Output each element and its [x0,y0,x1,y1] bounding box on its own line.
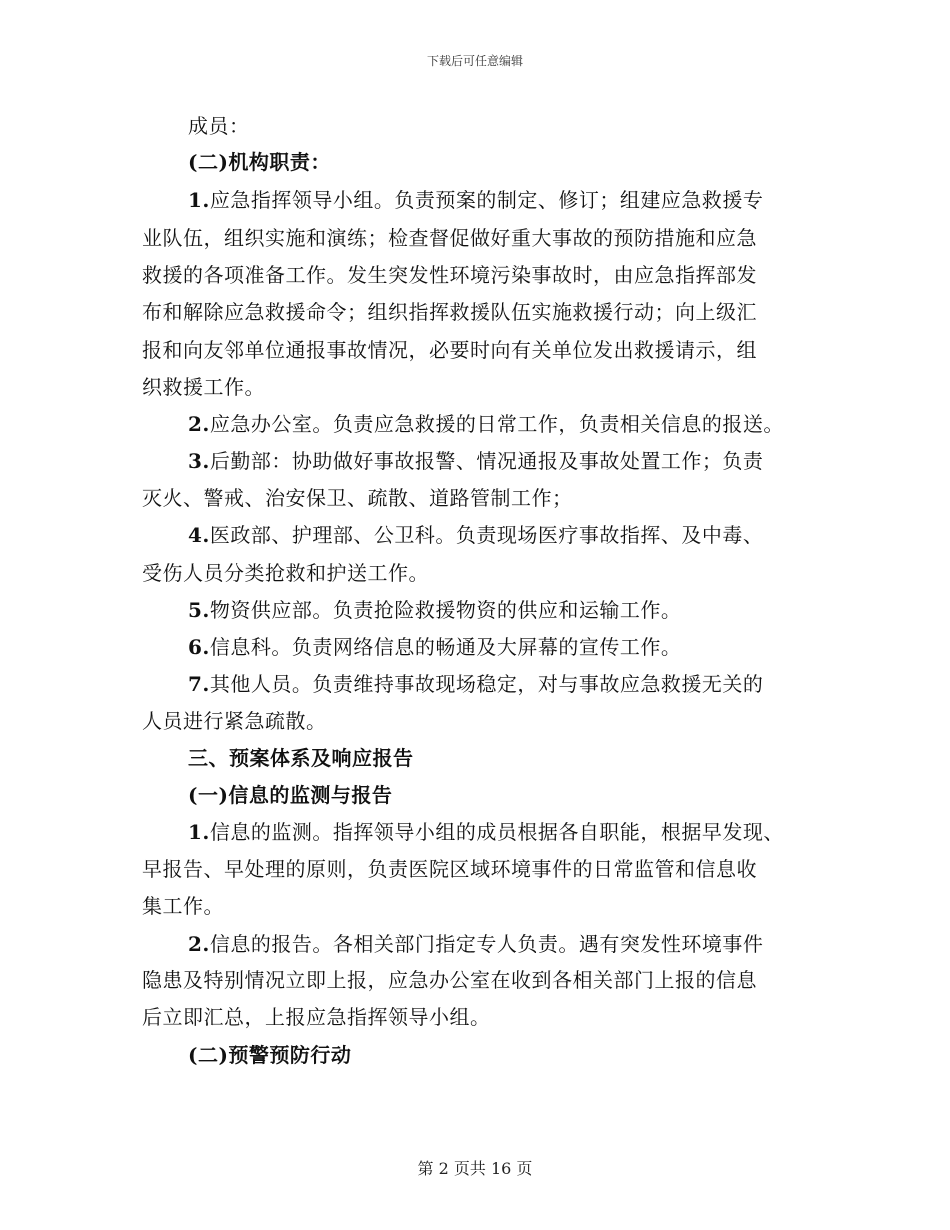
line-text: (一)信息的监测与报告 [188,783,393,807]
text-line [188,744,868,772]
text-line [142,224,822,252]
text-line [142,966,822,994]
item-number: 5. [188,598,210,622]
text-line [188,930,868,958]
line-text: 信息的报告。各相关部门指定专人负责。遇有突发性环境事件 [209,932,764,956]
line-text: 人员进行紧急疏散。 [142,709,327,733]
line-text: 早报告、早处理的原则，负责医院区域环境事件的日常监管和信息收 [142,857,757,881]
line-text: 成员： [188,114,250,138]
line-text: 后立即汇总，上报应急指挥领导小组。 [142,1005,491,1029]
item-number: 4. [188,523,210,547]
line-text: 信息的监测。指挥领导小组的成员根据各自职能，根据早发现、 [209,820,784,844]
page-footer: 第 2 页共 16 页 [417,1159,533,1178]
text-line [142,892,822,920]
text-line [188,186,868,214]
line-text: 隐患及特别情况立即上报，应急办公室在收到各相关部门上报的信息 [142,968,757,992]
line-text: 布和解除应急救援命令；组织指挥救援队伍实施救援行动；向上级汇 [142,300,757,324]
text-line [188,818,868,846]
text-line [188,633,868,661]
text-line [188,1041,868,1069]
line-text: 应急办公室。负责应急救援的日常工作，负责相关信息的报送。 [209,412,784,436]
text-line [188,781,868,809]
text-line [142,484,822,512]
line-text: 信息科。负责网络信息的畅通及大屏幕的宣传工作。 [209,635,682,659]
text-line [188,521,868,549]
item-number: 2. [188,932,210,956]
line-text: 三、预案体系及响应报告 [188,746,414,770]
item-number: 3. [188,449,210,473]
text-line [142,373,822,401]
line-text: (二)机构职责： [188,150,331,174]
text-line [188,410,868,438]
text-line [188,148,868,176]
text-line [142,559,822,587]
line-text: 应急指挥领导小组。负责预案的制定、修订；组建应急救援专 [209,188,764,212]
item-number: 2. [188,412,210,436]
text-line [142,855,822,883]
text-line [142,707,822,735]
line-text: 医政部、护理部、公卫科。负责现场医疗事故指挥、及中毒、 [209,523,764,547]
line-text: 集工作。 [142,894,224,918]
item-number: 6. [188,635,210,659]
line-text: 其他人员。负责维持事故现场稳定，对与事故应急救援无关的 [209,672,764,696]
line-text: 织救援工作。 [142,375,265,399]
text-line [142,1003,822,1031]
text-line [142,336,822,364]
line-text: 救援的各项准备工作。发生突发性环境污染事故时，由应急指挥部发 [142,263,757,287]
line-text: 灭火、警戒、治安保卫、疏散、道路管制工作； [142,486,573,510]
text-line [188,596,868,624]
line-text: 受伤人员分类抢救和护送工作。 [142,561,429,585]
line-text: (二)预警预防行动 [188,1043,352,1067]
text-line [142,261,822,289]
text-line [142,298,822,326]
item-number: 1. [188,188,210,212]
line-text: 报和向友邻单位通报事故情况，必要时向有关单位发出救援请示，组 [142,338,757,362]
line-text: 物资供应部。负责抢险救援物资的供应和运输工作。 [209,598,682,622]
page-header: 下载后可任意编辑 [426,54,523,68]
text-line [188,112,868,140]
item-number: 1. [188,820,210,844]
line-text: 后勤部：协助做好事故报警、情况通报及事故处置工作；负责 [209,449,764,473]
item-number: 7. [188,672,210,696]
text-line [188,447,868,475]
text-line [188,670,868,698]
line-text: 业队伍，组织实施和演练；检查督促做好重大事故的预防措施和应急 [142,226,757,250]
